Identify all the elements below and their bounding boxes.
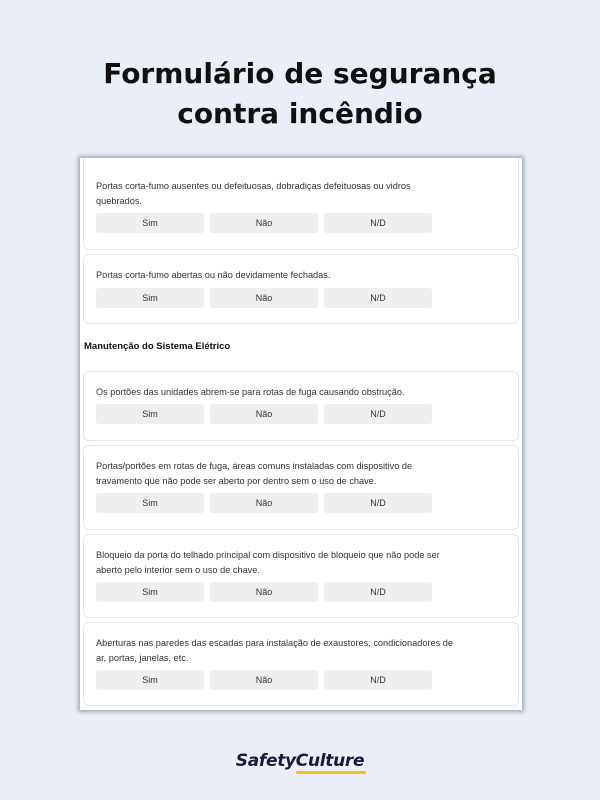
answer-yes-button[interactable]: Sim: [96, 404, 204, 424]
page-title: [0, 54, 600, 134]
answer-yes-button[interactable]: Sim: [96, 670, 204, 690]
answer-na-button[interactable]: N/D: [324, 582, 432, 602]
answer-yes-button[interactable]: Sim: [96, 493, 204, 513]
answer-options: [96, 670, 432, 690]
answer-yes-button[interactable]: Sim: [96, 582, 204, 602]
answer-yes-button[interactable]: Sim: [96, 288, 204, 308]
section-heading: Manutenção do Sistema Elétrico: [84, 341, 231, 352]
inspection-form: [80, 158, 522, 710]
question-card: [83, 534, 519, 618]
question-card: [83, 445, 519, 530]
title-line-2: contra incêndio: [177, 97, 423, 130]
question-text: Portas corta-fumo abertas ou não devidamente fechadas.: [96, 270, 331, 280]
question-card: [83, 371, 519, 441]
answer-na-button[interactable]: N/D: [324, 288, 432, 308]
logo-underline: [296, 771, 366, 774]
question-text: Portas corta-fumo ausentes ou defeituosas, dobradiças defeituosas ou vidros quebrados.: [96, 181, 411, 206]
title-line-1: Formulário de segurança: [103, 57, 497, 90]
answer-no-button[interactable]: Não: [210, 404, 318, 424]
answer-options: [96, 288, 432, 308]
question-card: [83, 254, 519, 324]
answer-no-button[interactable]: Não: [210, 670, 318, 690]
answer-yes-button[interactable]: Sim: [96, 213, 204, 233]
safetyculture-logo: [0, 751, 600, 771]
answer-na-button[interactable]: N/D: [324, 213, 432, 233]
question-text: Aberturas nas paredes das escadas para instalação de exaustores, condicionadores de ar, portas, janelas, etc.: [96, 638, 454, 663]
question-text: Os portões das unidades abrem-se para rotas de fuga causando obstrução.: [96, 387, 405, 397]
answer-na-button[interactable]: N/D: [324, 670, 432, 690]
answer-na-button[interactable]: N/D: [324, 404, 432, 424]
question-text: Portas/portões em rotas de fuga, áreas comuns instaladas com dispositivo de travamento que não pode ser aberto por dentro sem o uso de chave.: [96, 461, 413, 486]
question-text: Bloqueio da porta do telhado principal com dispositivo de bloqueio que não pode ser aberto pelo interior sem o uso de chave.: [96, 550, 440, 575]
answer-no-button[interactable]: Não: [210, 213, 318, 233]
answer-no-button[interactable]: Não: [210, 493, 318, 513]
question-card: [83, 622, 519, 706]
answer-options: [96, 493, 432, 513]
question-card: [83, 158, 519, 250]
answer-na-button[interactable]: N/D: [324, 493, 432, 513]
answer-no-button[interactable]: Não: [210, 582, 318, 602]
answer-options: [96, 404, 432, 424]
logo-text: SafetyCulture: [235, 751, 365, 771]
answer-no-button[interactable]: Não: [210, 288, 318, 308]
answer-options: [96, 213, 432, 233]
answer-options: [96, 582, 432, 602]
